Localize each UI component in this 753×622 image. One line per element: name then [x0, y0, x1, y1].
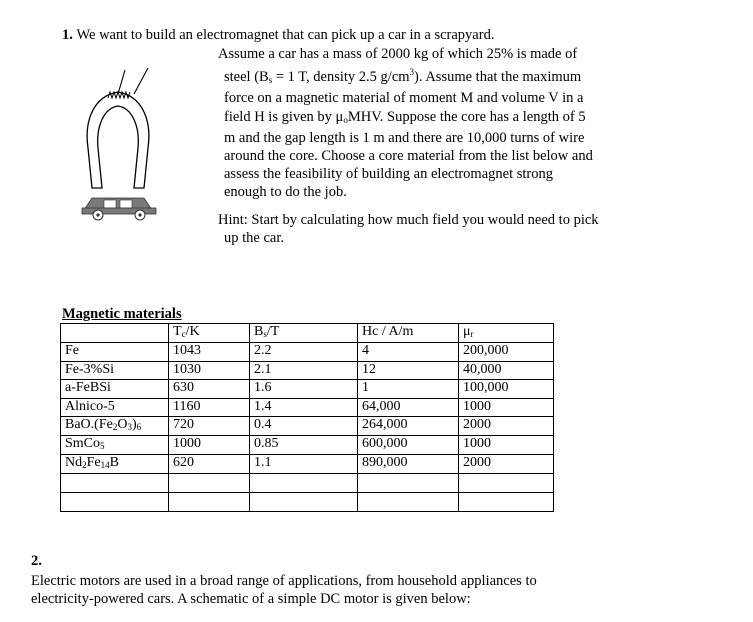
materials-table [60, 323, 554, 512]
table-cell [169, 474, 250, 493]
table-cell: SmCo$_5$ [61, 436, 169, 455]
table-row [61, 361, 554, 380]
table-cell: Fe [61, 343, 169, 362]
table-cell: 1.6 [250, 380, 358, 399]
table-header-cell: $B_s/T$ [250, 324, 358, 343]
table-row [61, 436, 554, 455]
problem-2-number: 2. [31, 553, 42, 569]
table-cell [61, 493, 169, 512]
table-cell: 1.1 [250, 455, 358, 474]
table-cell: 100,000 [459, 380, 554, 399]
table-cell: Fe-3%Si [61, 361, 169, 380]
hint-line: Hint: Start by calculating how much field you would need to pick [218, 212, 599, 228]
paragraph-line: m and the gap length is 1 m and there are 10,000 turns of wire [224, 129, 585, 146]
wire-right [134, 68, 148, 94]
table-cell [358, 474, 459, 493]
table-cell [61, 474, 169, 493]
table-cell: 1043 [169, 343, 250, 362]
problem-1-paragraph [218, 45, 638, 202]
table-cell [250, 493, 358, 512]
table-cell: 0.85 [250, 436, 358, 455]
paragraph-line: field H is given by $\mu_oMHV$. Suppose the core has a length of 5 [224, 108, 586, 125]
table-cell: 2.2 [250, 343, 358, 362]
table-cell: 200,000 [459, 343, 554, 362]
paragraph-line: Electric motors are used in a broad range of applications, from household appliances to [31, 573, 537, 589]
paragraph-line: steel ($B_s = 1$ T, density 2.5 $g/cm^3$). Assume that the maximum [224, 67, 582, 86]
table-cell [358, 493, 459, 512]
table-cell: 1.4 [250, 398, 358, 417]
table-cell [250, 474, 358, 493]
table-row [61, 417, 554, 436]
paragraph-line: electricity-powered cars. A schematic of a simple DC motor is given below: [31, 591, 471, 608]
table-cell: $Nd_2Fe_{14}B$ [61, 455, 169, 474]
wire-left [118, 70, 125, 94]
table-cell: 630 [169, 380, 250, 399]
coil-icon [108, 92, 130, 98]
table-cell: 64,000 [358, 398, 459, 417]
problem-1-first-line: We want to build an electromagnet that can pick up a car in a scrapyard. [76, 27, 495, 43]
table-cell: 0.4 [250, 417, 358, 436]
paragraph-line: around the core. Choose a core material from the list below and [224, 148, 593, 165]
table-header-cell: $T_c/K$ [169, 324, 250, 343]
table-cell: 12 [358, 361, 459, 380]
problem-2-paragraph [31, 572, 671, 608]
table-cell: 720 [169, 417, 250, 436]
table-cell: a-FeBSi [61, 380, 169, 399]
car-icon [82, 198, 156, 220]
horseshoe-core [87, 92, 149, 188]
hint-line: up the car. [224, 230, 284, 247]
table-row-empty [61, 474, 554, 493]
table-cell [459, 493, 554, 512]
table-cell [459, 474, 554, 493]
paragraph-line: force on a magnetic material of moment M and volume V in a [224, 90, 584, 107]
table-cell: Alnico-5 [61, 398, 169, 417]
table-header-row [61, 324, 554, 343]
table-cell: 1030 [169, 361, 250, 380]
table-header-cell: $\mu_r$ [459, 324, 554, 343]
table-cell: 600,000 [358, 436, 459, 455]
table-cell: 2000 [459, 455, 554, 474]
problem-1-heading [62, 27, 494, 44]
table-cell: 4 [358, 343, 459, 362]
table-row [61, 398, 554, 417]
table-cell: 40,000 [459, 361, 554, 380]
table-cell: 264,000 [358, 417, 459, 436]
paragraph-line: Assume a car has a mass of 2000 kg of which 25% is made of [218, 46, 578, 62]
table-cell: 2000 [459, 417, 554, 436]
hint [218, 211, 648, 247]
table-cell [169, 493, 250, 512]
materials-title: Magnetic materials [62, 306, 182, 322]
table-header-cell: Hc / A/m [358, 324, 459, 343]
paragraph-line: enough to do the job. [224, 184, 347, 201]
electromagnet-car-illustration [78, 60, 160, 222]
table-cell: 1160 [169, 398, 250, 417]
table-cell: 1000 [459, 398, 554, 417]
table-cell: 1 [358, 380, 459, 399]
table-cell: 2.1 [250, 361, 358, 380]
table-cell: 620 [169, 455, 250, 474]
table-row [61, 455, 554, 474]
table-row [61, 343, 554, 362]
table-row-empty [61, 493, 554, 512]
paragraph-line: assess the feasibility of building an electromagnet strong [224, 166, 553, 183]
table-cell: 890,000 [358, 455, 459, 474]
table-cell: 1000 [459, 436, 554, 455]
problem-1-number: 1. [62, 27, 73, 43]
table-cell: $BaO.(Fe_2O_3)_6$ [61, 417, 169, 436]
table-cell: 1000 [169, 436, 250, 455]
table-header-cell [61, 324, 169, 343]
table-row [61, 380, 554, 399]
